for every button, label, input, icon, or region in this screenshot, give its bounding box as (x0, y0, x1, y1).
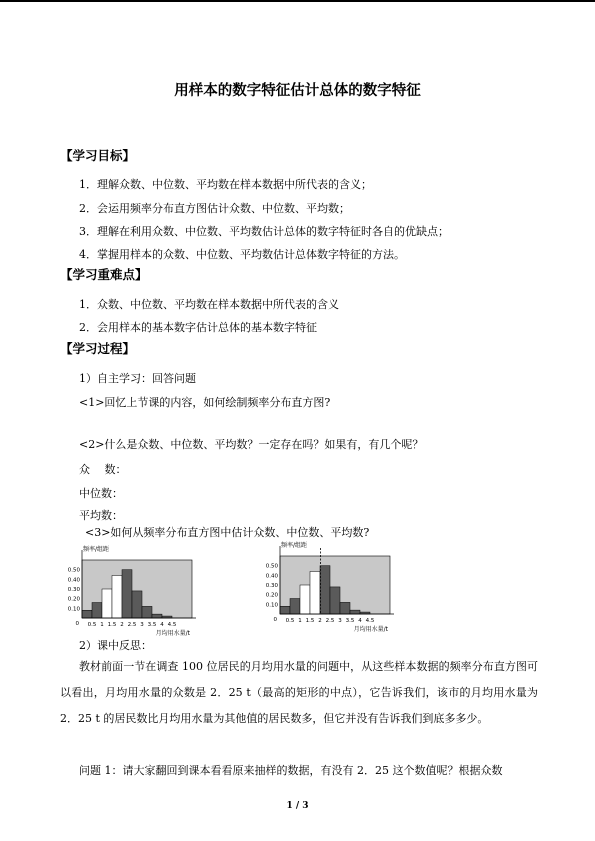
y-tick-label: 0.20 (67, 596, 80, 603)
x-tick-label: 1 (298, 618, 302, 624)
x-tick-label: 4 (358, 618, 362, 624)
x-tick-label: 4.5 (365, 618, 375, 624)
median-label: 中位数： (79, 487, 123, 500)
bar (330, 587, 340, 614)
x-axis-label: 月均用水量/t (155, 630, 190, 637)
x-tick-label: 0.5 (285, 618, 295, 624)
page-number: 1 / 3 (286, 801, 309, 811)
y-tick-label: 0.10 (67, 606, 80, 613)
goals-heading: 【学习目标】 (60, 148, 136, 163)
y-tick-label: 0.40 (265, 573, 278, 580)
y-axis-label: 频率/组距 (281, 542, 308, 549)
y-tick-label: 0.40 (67, 577, 80, 584)
x-tick-label: 2.5 (127, 622, 137, 628)
bar (142, 606, 152, 618)
process-heading: 【学习过程】 (60, 341, 136, 356)
y-tick-label: 0.50 (67, 567, 80, 574)
mean-label: 平均数： (79, 509, 123, 522)
histogram-right (258, 538, 408, 632)
key-item: 2．会用样本的基本数字估计总体的基本数字特征 (79, 321, 317, 334)
key-item: 1．众数、中位数、平均数在样本数据中所代表的含义 (79, 298, 339, 311)
x-tick-label: 4.5 (167, 622, 177, 628)
goal-item: 3．理解在利用众数、中位数、平均数估计总体的数字特征时各自的优缺点； (79, 225, 449, 238)
x-tick-label: 1 (100, 622, 104, 628)
question-1: <1>回忆上节课的内容，如何绘制频率分布直方图? (79, 396, 331, 409)
bar (300, 585, 310, 614)
histogram-left (60, 542, 210, 637)
x-tick-label: 4 (160, 622, 164, 628)
bar (280, 606, 290, 614)
x-tick-label: 0.5 (87, 622, 97, 628)
x-tick-label: 3.5 (147, 622, 157, 628)
bar (310, 571, 320, 614)
problem-1-paragraph: 问题 1：请大家翻回到课本看看原来抽样的数据，有没有 2．25 这个数值呢？根据众数 (79, 764, 503, 777)
top-rule (0, 0, 595, 2)
goal-item: 2．会运用频率分布直方图估计众数、中位数、平均数； (79, 202, 350, 215)
page-title: 用样本的数字特征估计总体的数字特征 (174, 83, 421, 99)
bar (92, 603, 102, 618)
x-tick-label: 2 (120, 622, 124, 628)
x-tick-label: 1.5 (107, 622, 117, 628)
body-paragraph: 教材前面一节在调查 100 位居民的月均用水量的问题中，从这些样本数据的频率分布直方图可以看出，月均用水量的众数是 2．25 t（最高的矩形的中点），它告诉我们，该市的月均用水量为 2．25 t 的居民数比月均用水量为其他值的居民数多，但它并没有告诉我们到底多多少。 (60, 660, 538, 725)
mode-label: 众 数： (79, 463, 127, 476)
x-tick-label: 3.5 (345, 618, 355, 624)
origin-label: 0 (273, 617, 277, 623)
y-tick-label: 0.20 (265, 592, 278, 599)
bar (152, 614, 162, 618)
x-tick-label: 3 (140, 622, 144, 628)
bar (112, 575, 122, 618)
x-tick-label: 3 (338, 618, 342, 624)
origin-label: 0 (75, 621, 79, 627)
question-3: <3>如何从频率分布直方图中估计众数、中位数、平均数? (85, 526, 370, 539)
bar (320, 566, 330, 614)
y-tick-label: 0.50 (265, 563, 278, 570)
y-tick-label: 0.10 (265, 602, 278, 609)
x-tick-label: 1.5 (305, 618, 315, 624)
y-tick-label: 0.30 (265, 583, 278, 589)
y-axis-label: 频率/组距 (83, 546, 110, 553)
goal-item: 4．掌握用样本的众数、中位数、平均数估计总体数字特征的方法。 (79, 248, 405, 261)
bar (122, 570, 132, 618)
bar (102, 589, 112, 618)
bar (290, 599, 300, 614)
key-heading: 【学习重难点】 (60, 267, 148, 282)
process-step-2: 2）课中反思： (79, 639, 152, 652)
goal-item: 1．理解众数、中位数、平均数在样本数据中所代表的含义； (79, 178, 372, 191)
x-axis-label: 月均用水量/t (353, 626, 388, 633)
bar (132, 591, 142, 618)
bar (350, 610, 360, 614)
x-tick-label: 2.5 (325, 618, 335, 624)
question-2: <2>什么是众数、中位数、平均数？一定存在吗？如果有，有几个呢？ (79, 438, 424, 451)
process-step-1: 1）自主学习：回答问题 (79, 372, 196, 385)
x-tick-label: 2 (318, 618, 322, 624)
bar (340, 602, 350, 614)
bar (82, 610, 92, 618)
y-tick-label: 0.30 (67, 587, 80, 593)
